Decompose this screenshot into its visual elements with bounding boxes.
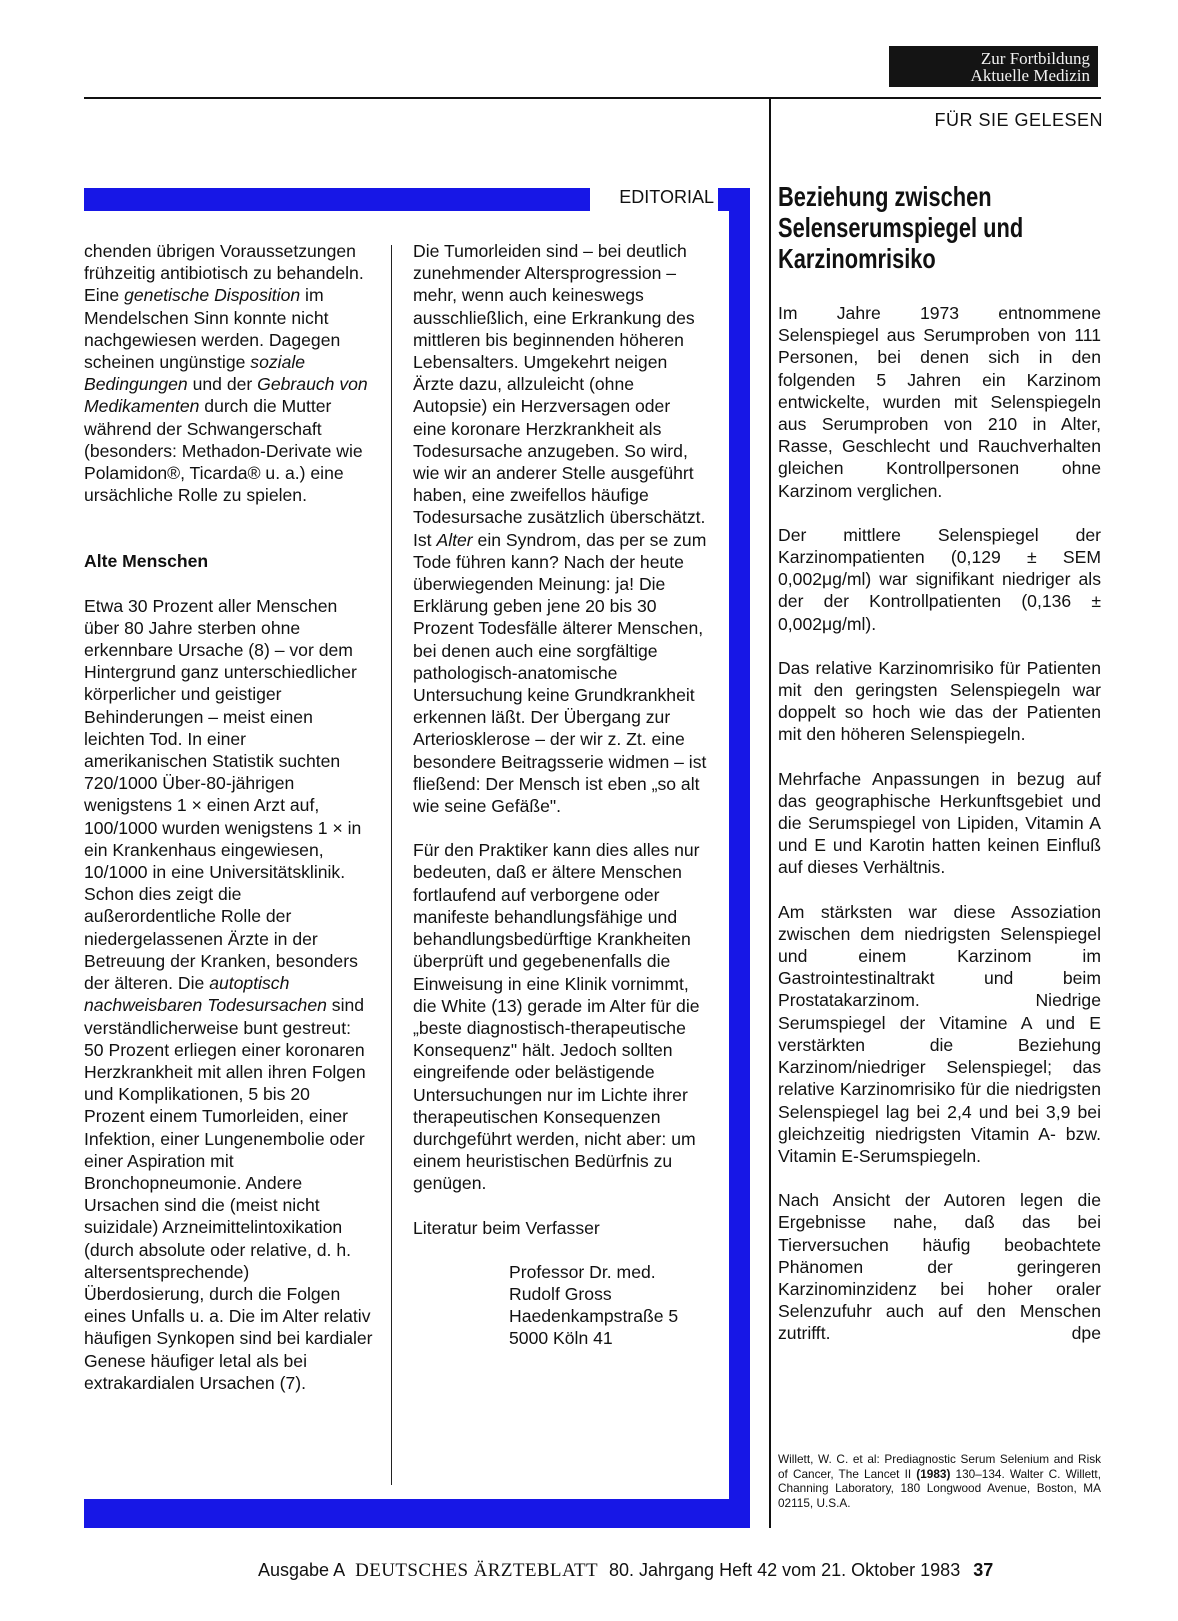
footer-issue: 80. Jahrgang Heft 42 vom 21. Oktober 1983	[608, 1560, 961, 1580]
page-number: 37	[973, 1560, 994, 1580]
paragraph: Mehrfache Anpassungen in bezug auf das geographische Herkunftsgebiet und die Serumspiegel von Lipiden, Vitamin A und E und Karotin hatten keinen Einfluß auf dieses Verhältnis.	[778, 768, 1101, 878]
author-signature-line: 5000 Köln 41	[509, 1328, 613, 1349]
author-signature-line: Rudolf Gross	[509, 1283, 612, 1304]
editorial-bar-bottom	[84, 1499, 750, 1528]
editorial-bar-vertical	[729, 188, 750, 1528]
footer-journal: DEUTSCHES ÄRZTEBLATT	[355, 1560, 598, 1581]
paragraph: chenden übrigen Voraussetzungen frühzeitig antibiotisch zu behandeln. Eine genetische Disposition im Mendelschen Sinn konnte nicht nachgewiesen werden. Dagegen scheinen ungünstige soziale Bedingungen und der Gebrauch von Medikamenten durch die Mutter während der Schwangerschaft (besonders: Methadon-Derivate wie Polamidon®, Ticarda® u. a.) eine ursächliche Rolle zu spielen.	[84, 241, 368, 506]
subheading: Alte Menschen	[84, 551, 209, 572]
paragraph: Der mittlere Selenspiegel der Karzinompatienten (0,129 ± SEM 0,002μg/ml) war signifikant niedriger als der der Kontrollpatienten (0,136 ± 0,002μg/ml).	[778, 524, 1101, 634]
editorial-bar-top	[84, 188, 590, 211]
article-column-2	[413, 240, 707, 1350]
paragraph: Das relative Karzinomrisiko für Patienten mit den geringsten Selenspiegeln war doppelt so hoch wie das der Patienten mit den höheren Selenspiegeln.	[778, 657, 1101, 745]
footer-edition: Ausgabe A	[258, 1560, 345, 1580]
header-rule	[84, 97, 1101, 99]
author-initials: dpe	[1071, 1323, 1101, 1344]
section-label-right: FÜR SIE GELESEN	[934, 110, 1103, 130]
section-label-editorial: EDITORIAL	[592, 184, 718, 211]
author-signature-line: Professor Dr. med.	[509, 1261, 656, 1282]
page-footer	[258, 1560, 1108, 1582]
paragraph: Etwa 30 Prozent aller Menschen über 80 Jahre sterben ohne erkennbare Ursache (8) – vor dem Hintergrund ganz unterschiedlicher körperlicher und geistiger Behinderungen – meist einen leichten Tod. In einer amerikanischen Statistik suchten 720/1000 Über-80-jährigen wenigstens 1 × einen Arzt auf, 100/1000 wurden wenigstens 1 × in ein Krankenhaus eingewiesen, 10/1000 in eine Universitätsklinik. Schon dies zeigt die außerordentliche Rolle der niedergelassenen Ärzte in der Betreuung der Kranken, besonders der älteren. Die autoptisch nachweisbaren Todesursachen sind verständlicherweise bunt gestreut: 50 Prozent erliegen einer koronaren Herzkrankheit mit allen ihren Folgen und Komplikationen, 5 bis 20 Prozent einem Tumorleiden, einer Infektion, einer Lungenembolie oder einer Aspiration mit Bronchopneumonie. Andere Ursachen sind die (meist nicht suizidale) Arzneimittelintoxikation (durch absolute oder relative, d. h. altersentsprechende) Überdosierung, durch die Folgen eines Unfalls u. a. Die im Alter relativ häufigen Synkopen sind bei kardialer Genese häufiger letal als bei extrakardialen Ursachen (7).	[84, 595, 373, 1393]
column-divider	[391, 245, 392, 1485]
section-badge	[889, 46, 1098, 87]
column-rule	[769, 99, 771, 1528]
article-headline: Beziehung zwischen Selenserumspiegel und Karzinomrisiko	[778, 181, 1024, 274]
paragraph: Im Jahre 1973 entnommene Selenspiegel aus Serumproben von 111 Personen, bei denen sich in den folgenden 5 Jahren ein Karzinom entwickelte, wurden mit Selenspiegeln aus Serumproben von 210 in Alter, Rasse, Geschlecht und Rauchverhalten gleichen Kontrollpersonen ohne Karzinom verglichen.	[778, 303, 1101, 501]
reference-citation: Willett, W. C. et al: Prediagnostic Serum Selenium and Risk of Cancer, The Lancet II (1983) 130–134. Walter C. Willett, Channing Laboratory, 180 Longwood Avenue, Boston, MA 02115, U.S.A.	[778, 1452, 1101, 1510]
article-column-1	[84, 240, 374, 1394]
paragraph: Am stärksten war diese Assoziation zwischen dem niedrigsten Selenspiegel und einem Karzinom im Gastrointestinaltrakt und beim Prostatakarzinom. Niedrige Serumspiegel der Vitamine A und E verstärkten die Beziehung Karzinom/niedriger Selenspiegel; das relative Karzinomrisiko für die niedrigsten Selenspiegel lag bei 2,4 und bei 3,9 bei gleichzeitig niedrigsten Vitamin A- bzw. Vitamin E-Serumspiegeln.	[778, 901, 1101, 1166]
literature-note: Literatur beim Verfasser	[413, 1217, 600, 1238]
paragraph: Für den Praktiker kann dies alles nur bedeuten, daß er ältere Menschen fortlaufend auf verborgene oder manifeste behandlungsfähige und behandlungsbedürftige Krankheiten überprüft und gegebenenfalls die Einweisung in eine Klinik vornimmt, die White (13) gerade im Alter für die „beste diagnostisch-therapeutische Konsequenz" hält. Jedoch sollten eingreifende oder belästigende Untersuchungen nur im Lichte ihrer therapeutischen Konsequenzen durchgeführt werden, nicht aber: um einem heuristischen Bedürfnis zu genügen.	[413, 840, 700, 1194]
article-column-3	[778, 302, 1101, 1345]
paragraph: Nach Ansicht der Autoren legen die Ergebnisse nahe, daß das bei Tierversuchen häufig beobachtete Phänomen der geringeren Karzinominzidenz bei hoher oraler Selenzufuhr auch auf den Menschen zutrifft. dpe	[778, 1190, 1101, 1344]
author-signature-line: Haedenkampstraße 5	[509, 1306, 679, 1327]
paragraph: Die Tumorleiden sind – bei deutlich zunehmender Altersprogression – mehr, wenn auch keineswegs ausschließlich, eine Erkrankung des mittleren bis beginnenden höheren Lebensalters. Umgekehrt neigen Ärzte dazu, allzuleicht (ohne Autopsie) ein Herzversagen oder eine koronare Herzkrankheit als Todesursache anzugeben. So wird, wie wir an anderer Stelle ausgeführt haben, eine zweifellos häufige Todesursache zusätzlich überschätzt. Ist Alter ein Syndrom, das per se zum Tode führen kann? Nach der heute überwiegenden Meinung: ja! Die Erklärung geben jene 20 bis 30 Prozent Todesfälle älterer Menschen, bei denen auch eine sorgfältige pathologisch-anatomische Untersuchung keine Grundkrankheit erkennen läßt. Der Übergang zur Arteriosklerose – der wir z. Zt. eine besondere Beitragsserie widmen – ist fließend: Der Mensch ist eben „so alt wie seine Gefäße".	[413, 241, 707, 817]
badge-line-2: Aktuelle Medizin	[970, 66, 1090, 85]
badge-line-1: Zur Fortbildung	[980, 49, 1090, 68]
